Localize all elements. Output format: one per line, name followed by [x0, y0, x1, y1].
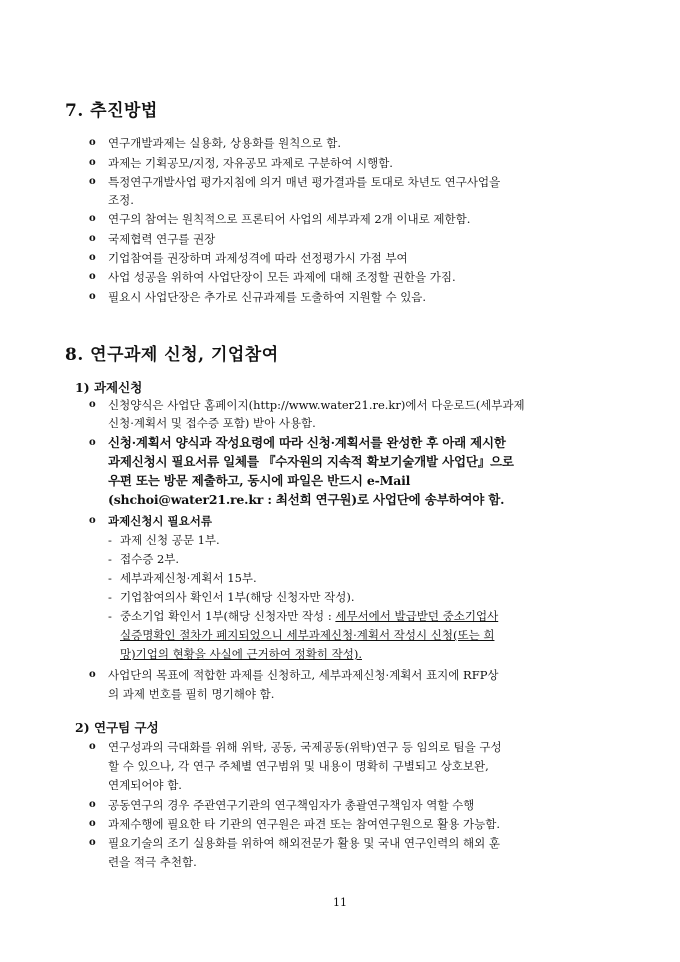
list-bullet: o [89, 271, 96, 282]
dash: - [108, 609, 112, 623]
list-bullet: o [89, 741, 96, 752]
list-item: 사업단의 목표에 적합한 과제를 신청하고, 세부과제신청·계획서 표지에 RFP상 [108, 668, 499, 682]
list-item-continuation: 련을 적극 추천함. [108, 855, 197, 869]
list-item: 사업 성공을 위하여 사업단장이 모든 과제에 대해 조정할 권한을 가짐. [108, 270, 456, 284]
list-bullet: o [89, 252, 96, 263]
list-bullet: o [89, 157, 96, 168]
list-bullet: o [89, 291, 96, 302]
section-8-title: 8. 연구과제 신청, 기업참여 [65, 345, 279, 365]
list-item: 필요시 사업단장은 추가로 신규과제를 도출하여 지원할 수 있음. [108, 290, 427, 304]
document-item: 세부과제신청·계획서 15부. [120, 571, 257, 585]
document-item: 과제 신청 공문 1부. [120, 533, 220, 547]
document-item: 기업참여의사 확인서 1부(해당 신청자만 작성). [120, 590, 355, 604]
dash: - [108, 590, 112, 604]
underlined-note: 세무서에서 발급받던 중소기업사 [335, 609, 499, 623]
list-item: 특정연구개발사업 평가지침에 의거 매년 평가결과를 토대로 차년도 연구사업을 [108, 175, 501, 189]
list-bullet: o [89, 233, 96, 244]
required-documents-title: 과제신청시 필요서류 [108, 514, 212, 528]
list-bullet: o [89, 213, 96, 224]
list-item: 공동연구의 경우 주관연구기관의 연구책임자가 총괄연구책임자 역할 수행 [108, 798, 475, 812]
list-item: 신청양식은 사업단 홈페이지(http://www.water21.re.kr)에서 다운로드(세부과제 [108, 398, 525, 412]
list-item: 연구의 참여는 원칙적으로 프론티어 사업의 세부과제 2개 이내로 제한함. [108, 212, 471, 226]
dash: - [108, 552, 112, 566]
list-bullet: o [89, 818, 96, 829]
list-bullet: o [89, 799, 96, 810]
underlined-note: 실증명확인 절차가 폐지되었으니 세부과제신청·계획서 작성시 신청(또는 희 [120, 628, 495, 642]
list-bullet: o [89, 176, 96, 187]
list-bullet: o [89, 137, 96, 148]
list-item-bold: 신청·계획서 양식과 작성요령에 따라 신청·계획서를 완성한 후 아래 제시한 [108, 435, 506, 450]
dash: - [108, 571, 112, 585]
dash: - [108, 533, 112, 547]
list-item: 연구성과의 극대화를 위해 위탁, 공동, 국제공동(위탁)연구 등 임의로 팀을 구성 [108, 740, 502, 754]
list-item: 연구개발과제는 실용화, 상용화를 원칙으로 함. [108, 136, 342, 150]
list-item: 필요기술의 조기 실용화를 위하여 해외전문가 활용 및 국내 연구인력의 해외 훈 [108, 836, 501, 850]
list-bullet: o [89, 515, 96, 526]
list-item-bold-continuation: 과제신청시 필요서류 일체를 『수자원의 지속적 확보기술개발 사업단』으로 [108, 454, 514, 469]
list-item: 과제는 기획공모/지정, 자유공모 과제로 구분하여 시행함. [108, 156, 393, 170]
list-item: 과제수행에 필요한 타 기관의 연구원은 파견 또는 참여연구원으로 활용 가능함. [108, 817, 501, 831]
list-item-bold-continuation: 우편 또는 방문 제출하고, 동시에 파일은 반드시 e-Mail [108, 473, 411, 488]
document-item: 접수증 2부. [120, 552, 180, 566]
underlined-note: 망)기업의 현황을 사실에 근거하여 정확히 작성). [120, 647, 362, 661]
subsection-2-title: 2) 연구팀 구성 [75, 720, 159, 735]
document-item-text: 중소기업 확인서 1부(해당 신청자만 작성 : [120, 609, 336, 623]
page-number: 11 [333, 896, 347, 909]
list-item-continuation: 신청·계획서 및 접수증 포함) 받아 사용함. [108, 416, 316, 430]
list-item-bold-continuation: (shchoi@water21.re.kr : 최선희 연구원)로 사업단에 송부하여야 함. [108, 492, 505, 507]
list-item-continuation: 의 과제 번호를 필히 명기해야 함. [108, 687, 275, 701]
list-bullet: o [89, 669, 96, 680]
list-bullet: o [89, 837, 96, 848]
list-bullet: o [89, 399, 96, 410]
list-item-continuation: 연계되어야 함. [108, 778, 182, 792]
list-item: 국제협력 연구를 권장 [108, 232, 216, 246]
section-7-title: 7. 추진방법 [65, 101, 158, 121]
list-item: 기업참여를 권장하며 과제성격에 따라 선정평가시 가점 부여 [108, 251, 408, 265]
subsection-1-title: 1) 과제신청 [75, 380, 143, 395]
list-item-continuation: 할 수 있으나, 각 연구 주체별 연구범위 및 내용이 명확히 구별되고 상호보완, [108, 759, 489, 773]
list-item-continuation: 조정. [108, 193, 134, 207]
list-bullet: o [89, 437, 96, 448]
document-item [120, 608, 498, 624]
